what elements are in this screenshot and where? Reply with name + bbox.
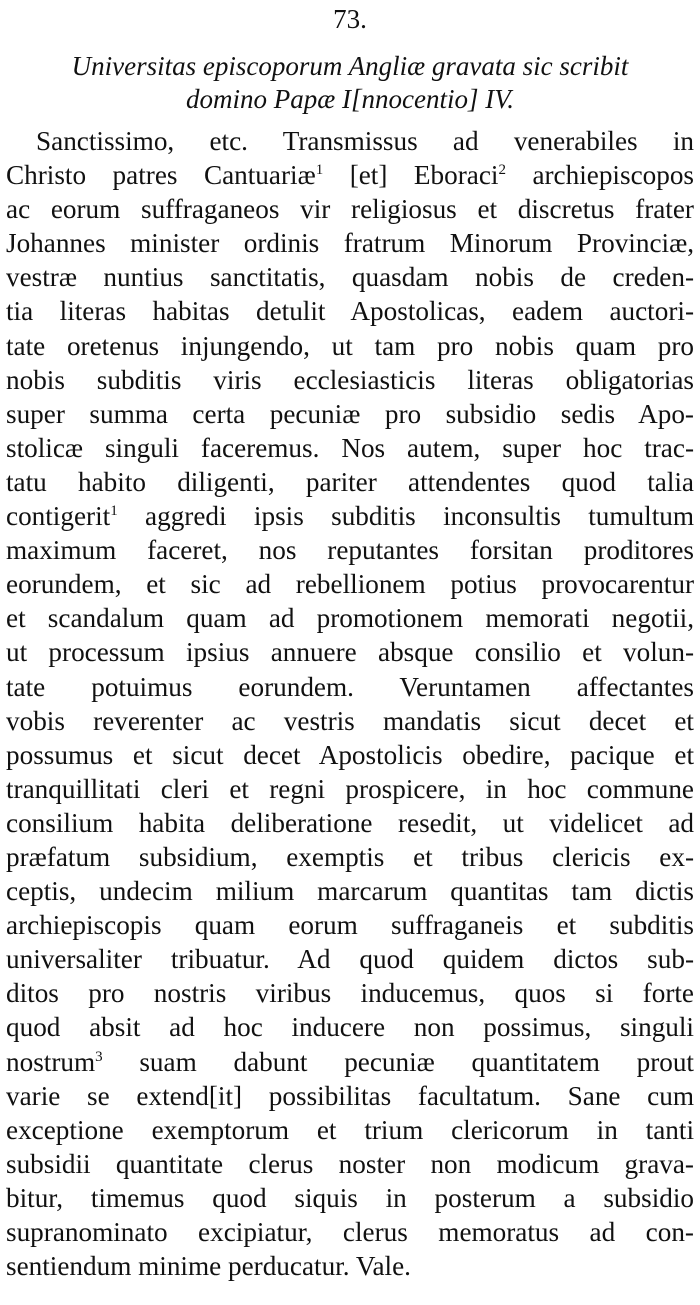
body-line: tia literas habitas detulit Apostolicas, eadem auctori- xyxy=(6,296,694,327)
letter-body xyxy=(6,124,694,1283)
body-line: vobis reverenter ac vestris mandatis sicut decet et xyxy=(6,705,694,736)
body-line: sentiendum minime perducatur. Vale. xyxy=(6,1251,411,1282)
body-line: et scandalum quam ad promotionem memorati negotii, xyxy=(6,603,694,634)
body-line: possumus et sicut decet Apostolicis obedire, pacique et xyxy=(6,739,694,770)
body-line: ut processum ipsius annuere absque consilio et volun- xyxy=(6,637,694,668)
body-line: Sanctissimo, etc. Transmissus ad venerabiles in xyxy=(36,126,694,156)
footnote-marker: 1 xyxy=(110,502,118,519)
body-line: super summa certa pecuniæ pro subsidio sedis Apo- xyxy=(6,398,694,429)
body-line: subsidii quantitate clerus noster non modicum grava- xyxy=(6,1148,694,1179)
letter-heading xyxy=(6,50,694,116)
body-line: tate potuimus eorundem. Veruntamen affectantes xyxy=(6,671,694,702)
body-line: contigerit$^1$ aggredi ipsis subditis inconsultis tumultum xyxy=(6,501,694,532)
footnote-marker: 1 xyxy=(315,162,324,179)
body-line: ceptis, undecim milium marcarum quantitas tam dictis xyxy=(6,876,694,907)
body-line: Christo patres Cantuariæ$^1$ [et] Eboraci$^2$ archiepiscopos xyxy=(6,160,694,191)
body-line: supranominato excipiatur, clerus memoratus ad con- xyxy=(6,1217,694,1247)
heading-line-1: Universitas episcoporum Angliæ gravata sic scribit xyxy=(71,51,629,81)
body-line: ditos pro nostris viribus inducemus, quos si forte xyxy=(6,978,694,1009)
body-line: maximum faceret, nos reputantes forsitan proditores xyxy=(6,535,694,566)
page-number: 73. xyxy=(333,4,367,34)
body-line: quod absit ad hoc inducere non possimus, singuli xyxy=(6,1012,694,1043)
body-line: universaliter tribuatur. Ad quod quidem dictos sub- xyxy=(6,944,694,975)
body-line: vestræ nuntius sanctitatis, quasdam nobis de creden- xyxy=(6,262,694,293)
footnote-marker: 2 xyxy=(498,162,506,179)
body-line: consilium habita deliberatione resedit, ut videlicet ad xyxy=(6,807,694,838)
body-line: stolicæ singuli faceremus. Nos autem, super hoc trac- xyxy=(6,432,694,463)
body-line: ac eorum suffraganeos vir religiosus et discretus frater xyxy=(6,194,694,225)
body-line: nostrum$^3$ suam dabunt pecuniæ quantitatem prout xyxy=(6,1046,694,1077)
body-line: bitur, timemus quod siquis in posterum a subsidio xyxy=(6,1182,694,1213)
heading-line-2: domino Papæ I[nnocentio] IV. xyxy=(186,84,514,114)
body-line: nobis subditis viris ecclesiasticis literas obligatorias xyxy=(6,364,694,395)
footnote-marker: 3 xyxy=(95,1048,103,1065)
body-line: eorundem, et sic ad rebellionem potius provocarentur xyxy=(6,569,694,600)
body-line: præfatum subsidium, exemptis et tribus clericis ex- xyxy=(6,841,694,872)
body-line: exceptione exemptorum et trium clericorum in tanti xyxy=(6,1114,694,1145)
body-line: tate oretenus injungendo, ut tam pro nobis quam pro xyxy=(6,330,694,361)
body-line: Johannes minister ordinis fratrum Minorum Provinciæ, xyxy=(6,228,694,259)
body-line: varie se extend[it] possibilitas facultatum. Sane cum xyxy=(6,1080,694,1111)
body-line: tatu habito diligenti, pariter attendentes quod talia xyxy=(6,466,694,497)
body-line: tranquillitati cleri et regni prospicere, in hoc commune xyxy=(6,773,694,804)
body-line: archiepiscopis quam eorum suffraganeis et subditis xyxy=(6,910,694,941)
